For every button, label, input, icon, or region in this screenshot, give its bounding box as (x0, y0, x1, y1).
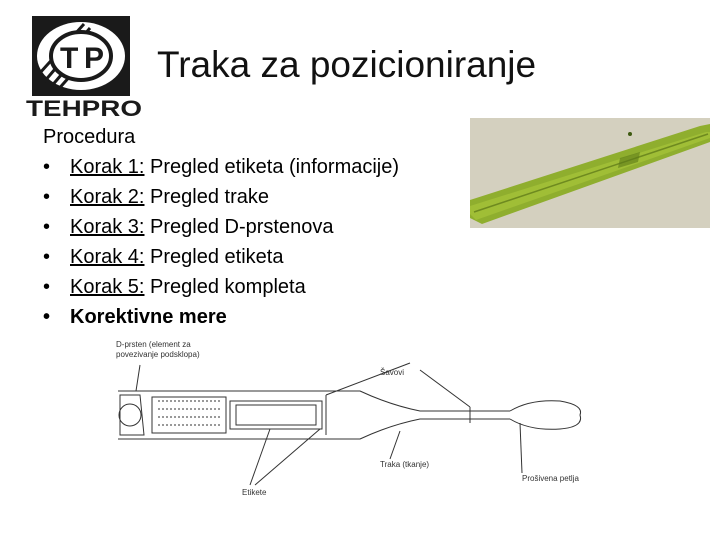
diagram-label-seams: Šavovi (380, 368, 405, 377)
strap-diagram (90, 335, 610, 505)
logo-wordmark: TEHPRO (26, 96, 142, 120)
step-link[interactable]: Korak 1: (70, 156, 145, 178)
list-item: • Korak 2: Pregled trake (43, 182, 399, 212)
list-item: • Korektivne mere (43, 302, 399, 332)
list-item: • Korak 1: Pregled etiketa (informacije) (43, 152, 399, 182)
step-link[interactable]: Korak 4: (70, 246, 145, 268)
diagram-label-labels: Etikete (242, 488, 267, 497)
slide-title: Traka za pozicioniranje (157, 44, 537, 85)
svg-text:T: T (60, 42, 79, 75)
step-link[interactable]: Korak 5: (70, 276, 145, 298)
step-link[interactable]: Korak 3: (70, 216, 145, 238)
step-link[interactable]: Korak 2: (70, 186, 145, 208)
diagram-label-loop: Prošivena petlja (522, 474, 579, 483)
procedure-heading: Procedura (43, 126, 136, 148)
list-item: • Korak 3: Pregled D-prstenova (43, 212, 399, 242)
procedure-list (43, 122, 399, 332)
list-item: • Korak 5: Pregled kompleta (43, 272, 399, 302)
svg-text:P: P (84, 42, 105, 75)
diagram-label-dring: D-prsten (element za (116, 340, 191, 349)
strap-photo (470, 118, 710, 228)
list-item: • Korak 4: Pregled etiketa (43, 242, 399, 272)
diagram-label-dring-2: povezivanje podsklopa) (116, 350, 200, 359)
diagram-label-webbing: Traka (tkanje) (380, 460, 430, 469)
tehpro-logo (24, 14, 146, 120)
